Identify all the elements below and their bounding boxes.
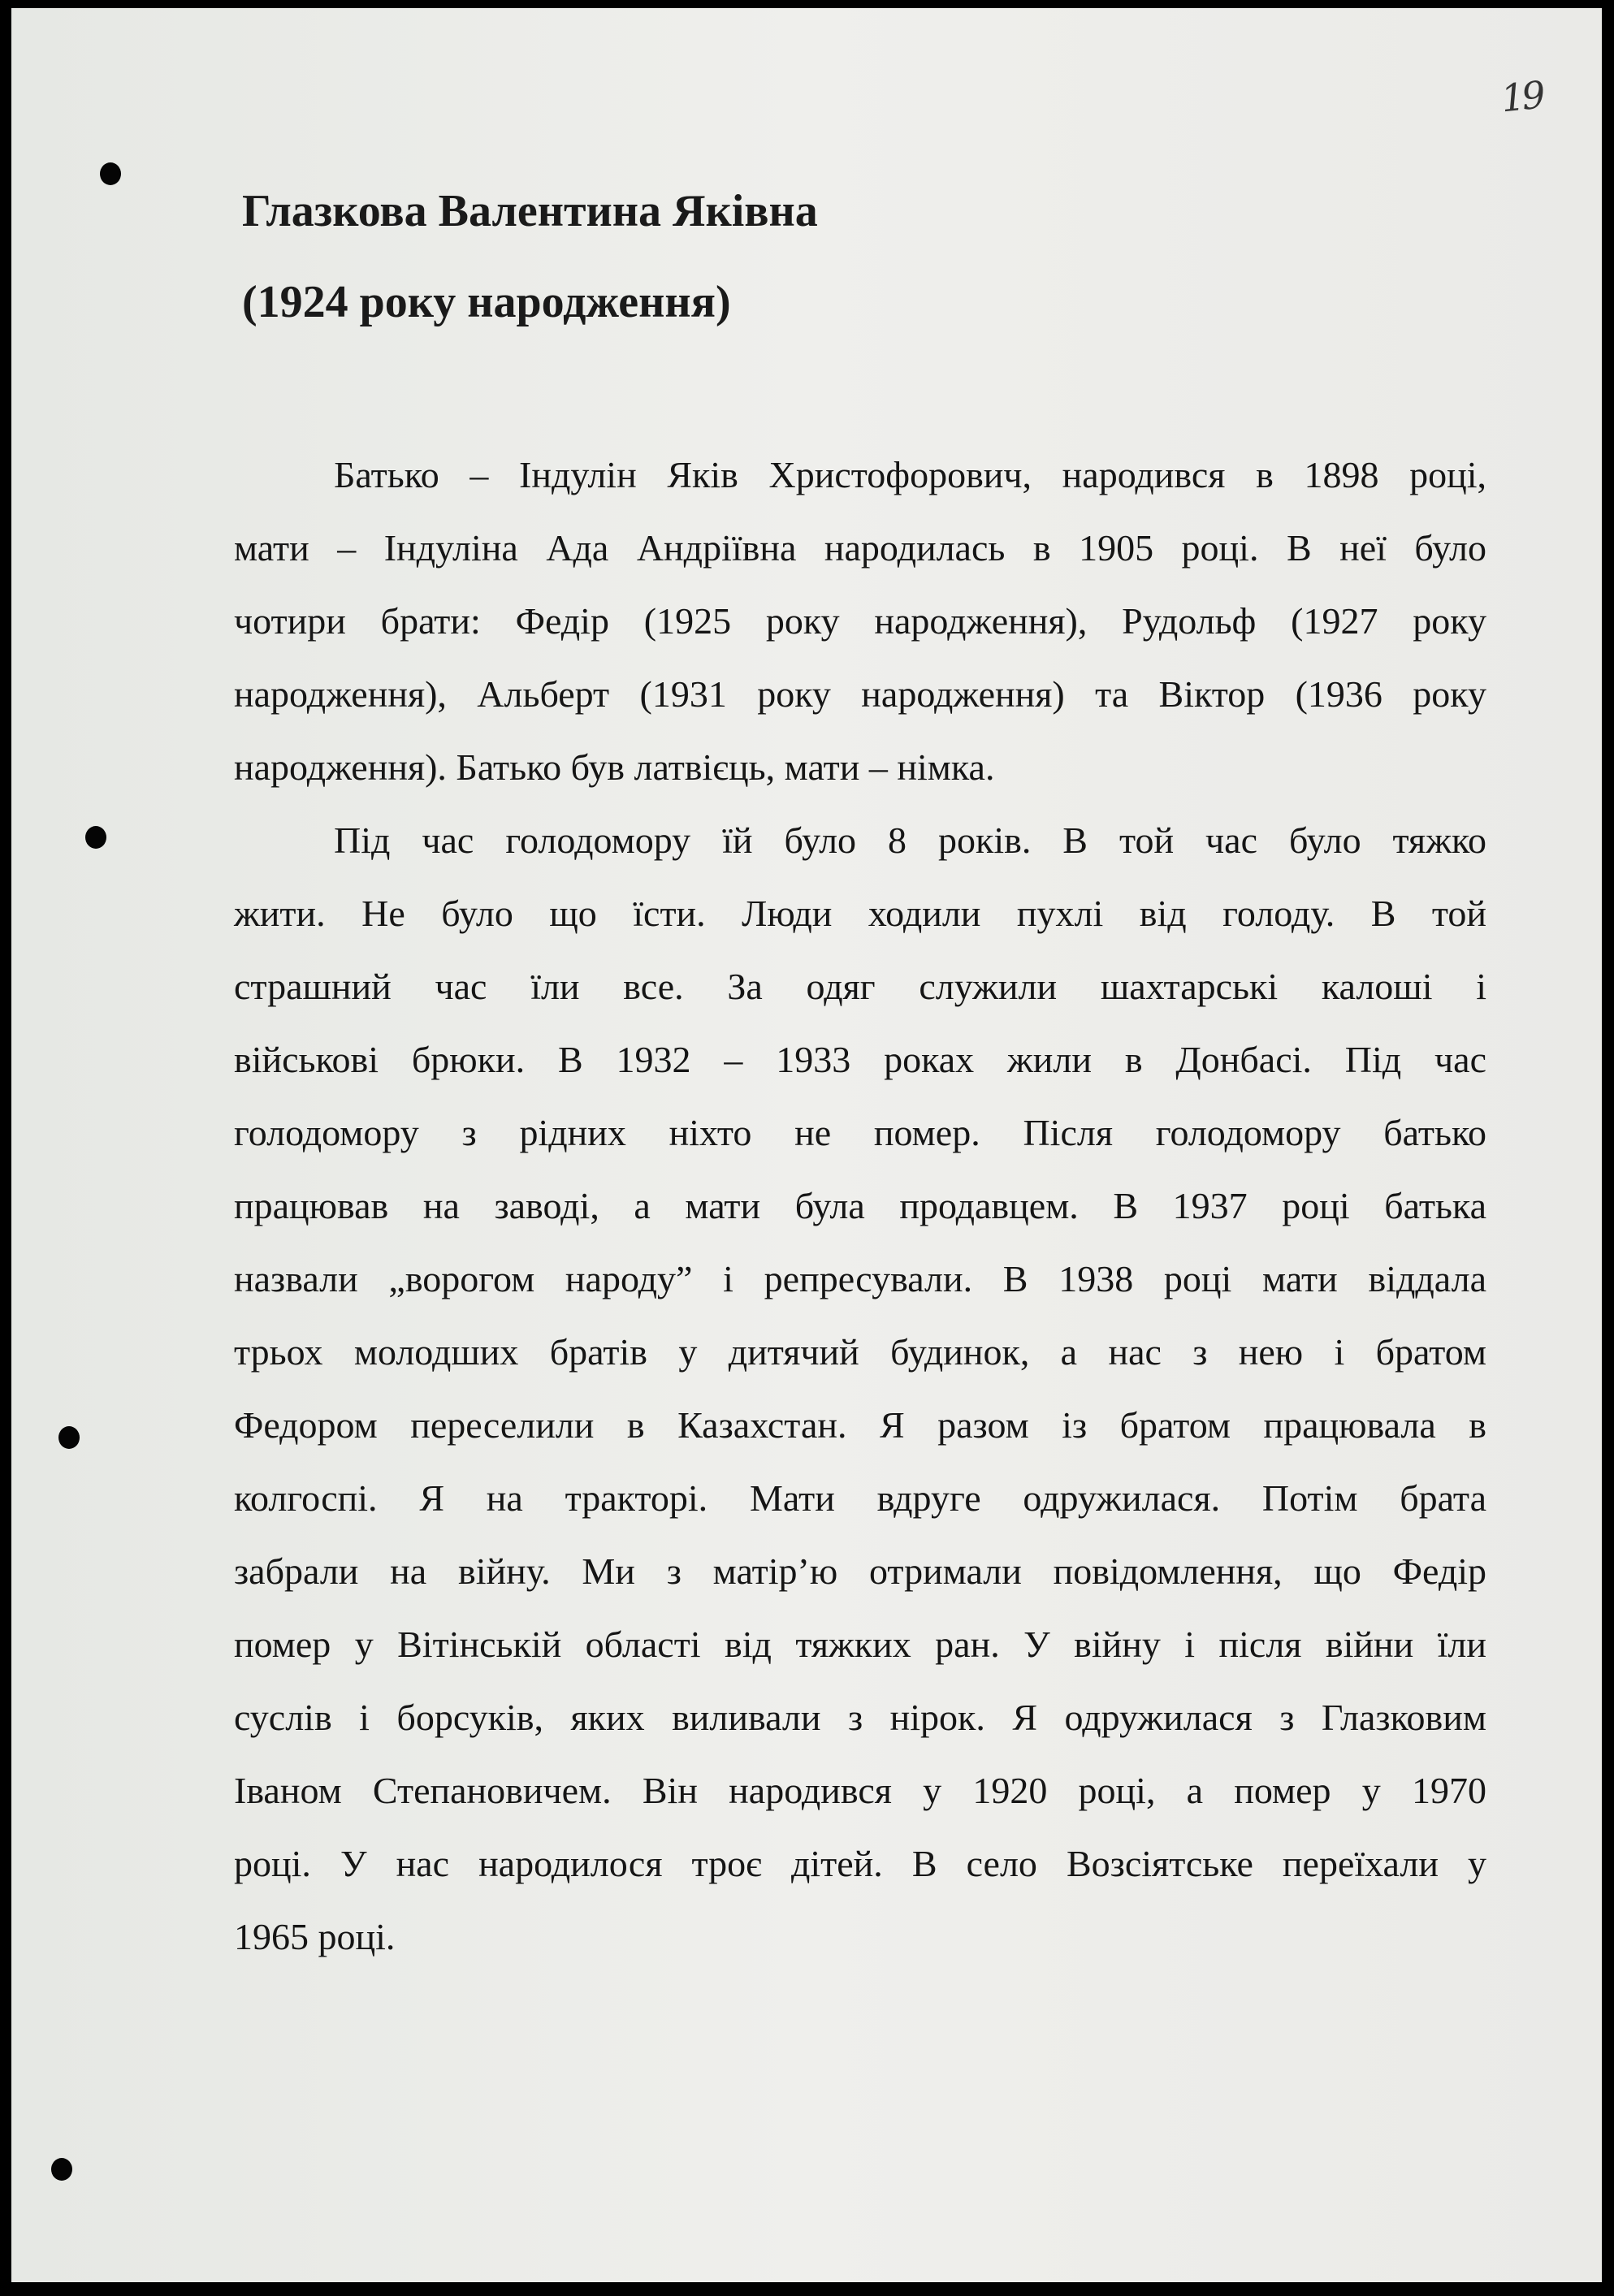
punch-hole xyxy=(51,2158,72,2181)
text-line: Федором переселили в Казахстан. Я разом із братом працювала в xyxy=(234,1404,1486,1446)
text-line: військові брюки. В 1932 – 1933 роках жили в Донбасі. Під час xyxy=(234,1039,1486,1080)
text-line: 1965 році. xyxy=(234,1916,396,1957)
text-line: жити. Не було що їсти. Люди ходили пухлі від голоду. В той xyxy=(234,893,1486,934)
document-subtitle: (1924 року народження) xyxy=(242,277,731,327)
text-line: Іваном Степановичем. Він народився у 1920 році, а помер у 1970 xyxy=(234,1770,1486,1811)
text-line: чотири брати: Федір (1925 року народження), Рудольф (1927 року xyxy=(234,600,1486,642)
text-line: суслів і борсуків, яких виливали з нірок. Я одружилася з Глазковим xyxy=(234,1697,1486,1738)
punch-hole xyxy=(58,1426,80,1449)
document-title: Глазкова Валентина Яківна xyxy=(242,186,818,236)
text-line: році. У нас народилося троє дітей. В село Возсіятське переїхали у xyxy=(234,1843,1486,1884)
text-line: забрали на війну. Ми з матір’ю отримали повідомлення, що Федір xyxy=(234,1550,1486,1592)
text-line: голодомору з рідних ніхто не помер. Після голодомору батько xyxy=(234,1112,1486,1153)
text-line: Під час голодомору їй було 8 років. В той час було тяжко xyxy=(334,819,1486,861)
punch-hole xyxy=(85,826,106,849)
text-line: працював на заводі, а мати була продавцем. В 1937 році батька xyxy=(234,1185,1486,1226)
text-line: трьох молодших братів у дитячий будинок, а нас з нею і братом xyxy=(234,1331,1486,1373)
handwritten-page-number: 19 xyxy=(1499,72,1545,121)
text-line: помер у Вітінській області від тяжких ран. У війну і після війни їли xyxy=(234,1624,1486,1665)
text-line: колгоспі. Я на тракторі. Мати вдруге одружилася. Потім брата xyxy=(234,1477,1486,1519)
text-line: назвали „ворогом народу” і репресували. В 1938 році мати віддала xyxy=(234,1258,1486,1299)
text-line: народження). Батько був латвієць, мати – німка. xyxy=(234,746,995,788)
document-body xyxy=(234,439,1486,1974)
punch-hole xyxy=(100,162,121,185)
text-line: мати – Індуліна Ада Андріївна народилась в 1905 році. В неї було xyxy=(234,527,1486,569)
text-line: страшний час їли все. За одяг служили шахтарські калоші і xyxy=(234,966,1486,1007)
text-line: Батько – Індулін Яків Христофорович, народився в 1898 році, xyxy=(334,454,1486,495)
text-line: народження), Альберт (1931 року народження) та Віктор (1936 року xyxy=(234,673,1486,715)
